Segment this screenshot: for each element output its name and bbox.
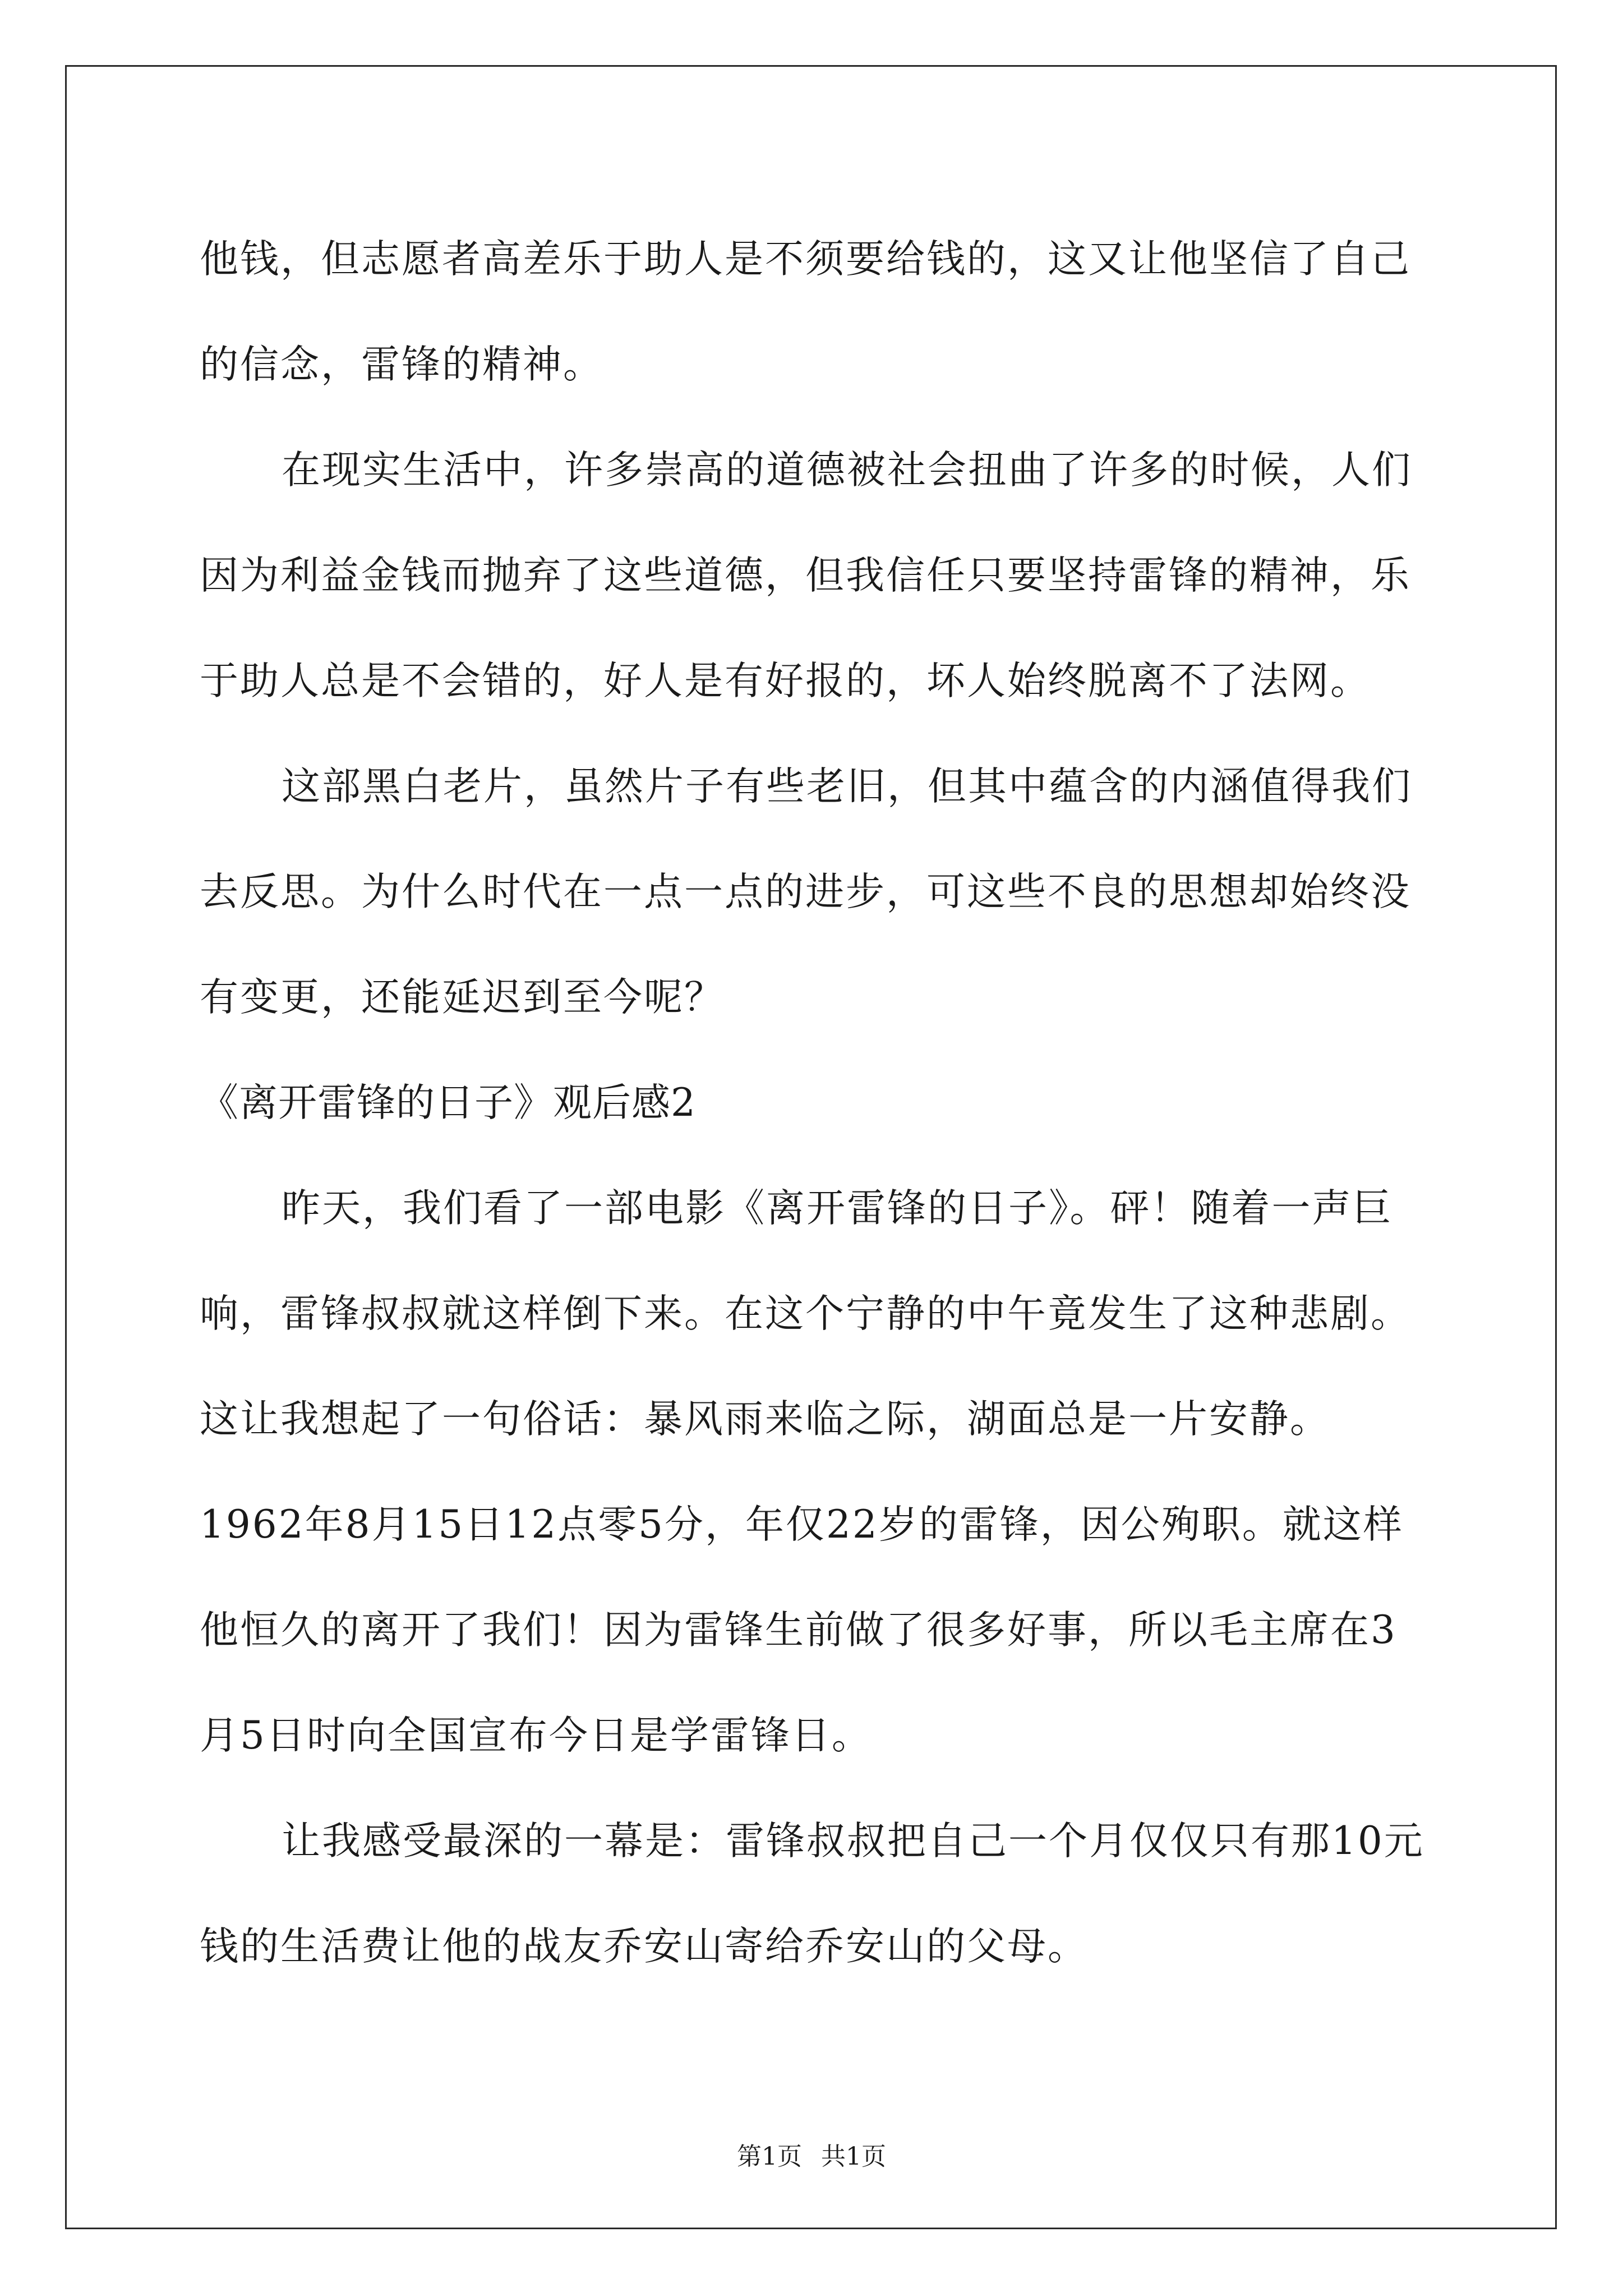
page-number-total: 共1页: [821, 2142, 886, 2171]
paragraph-continuation: 他钱，但志愿者高差乐于助人是不须要给钱的，这又让他坚信了自己的信念，雷锋的精神。: [200, 237, 1411, 387]
page-footer: [0, 2140, 1623, 2174]
paragraph: 这部黑白老片，虽然片子有些老旧，但其中蕴含的内涵值得我们去反思。为什么时代在一点一点的进步，可这些不良的思想却始终没有变更，还能延迟到至今呢？: [200, 764, 1412, 1020]
document-body: [200, 206, 1428, 1999]
page-number-current: 第1页: [737, 2142, 802, 2171]
section-title: 《离开雷锋的日子》观后感2: [200, 1080, 696, 1125]
paragraph: 在现实生活中，许多崇高的道德被社会扭曲了许多的时候，人们因为利益金钱而抛弃了这些道德，但我信任只要坚持雷锋的精神，乐于助人总是不会错的，好人是有好报的，坏人始终脱离不了法网。: [200, 448, 1412, 703]
paragraph: 昨天，我们看了一部电影《离开雷锋的日子》。砰！随着一声巨响，雷锋叔叔就这样倒下来。在这个宁静的中午竟发生了这种悲剧。这让我想起了一句俗话：暴风雨来临之际，湖面总是一片安静。1962年8月15日12点零5分，年仅22岁的雷锋，因公殉职。就这样他恒久的离开了我们！因为雷锋生前做了很多好事，所以毛主席在3月5日时向全国宣布今日是学雷锋日。: [200, 1186, 1411, 1758]
paragraph: 让我感受最深的一幕是：雷锋叔叔把自己一个月仅仅只有那10元钱的生活费让他的战友乔安山寄给乔安山的父母。: [200, 1819, 1424, 1969]
